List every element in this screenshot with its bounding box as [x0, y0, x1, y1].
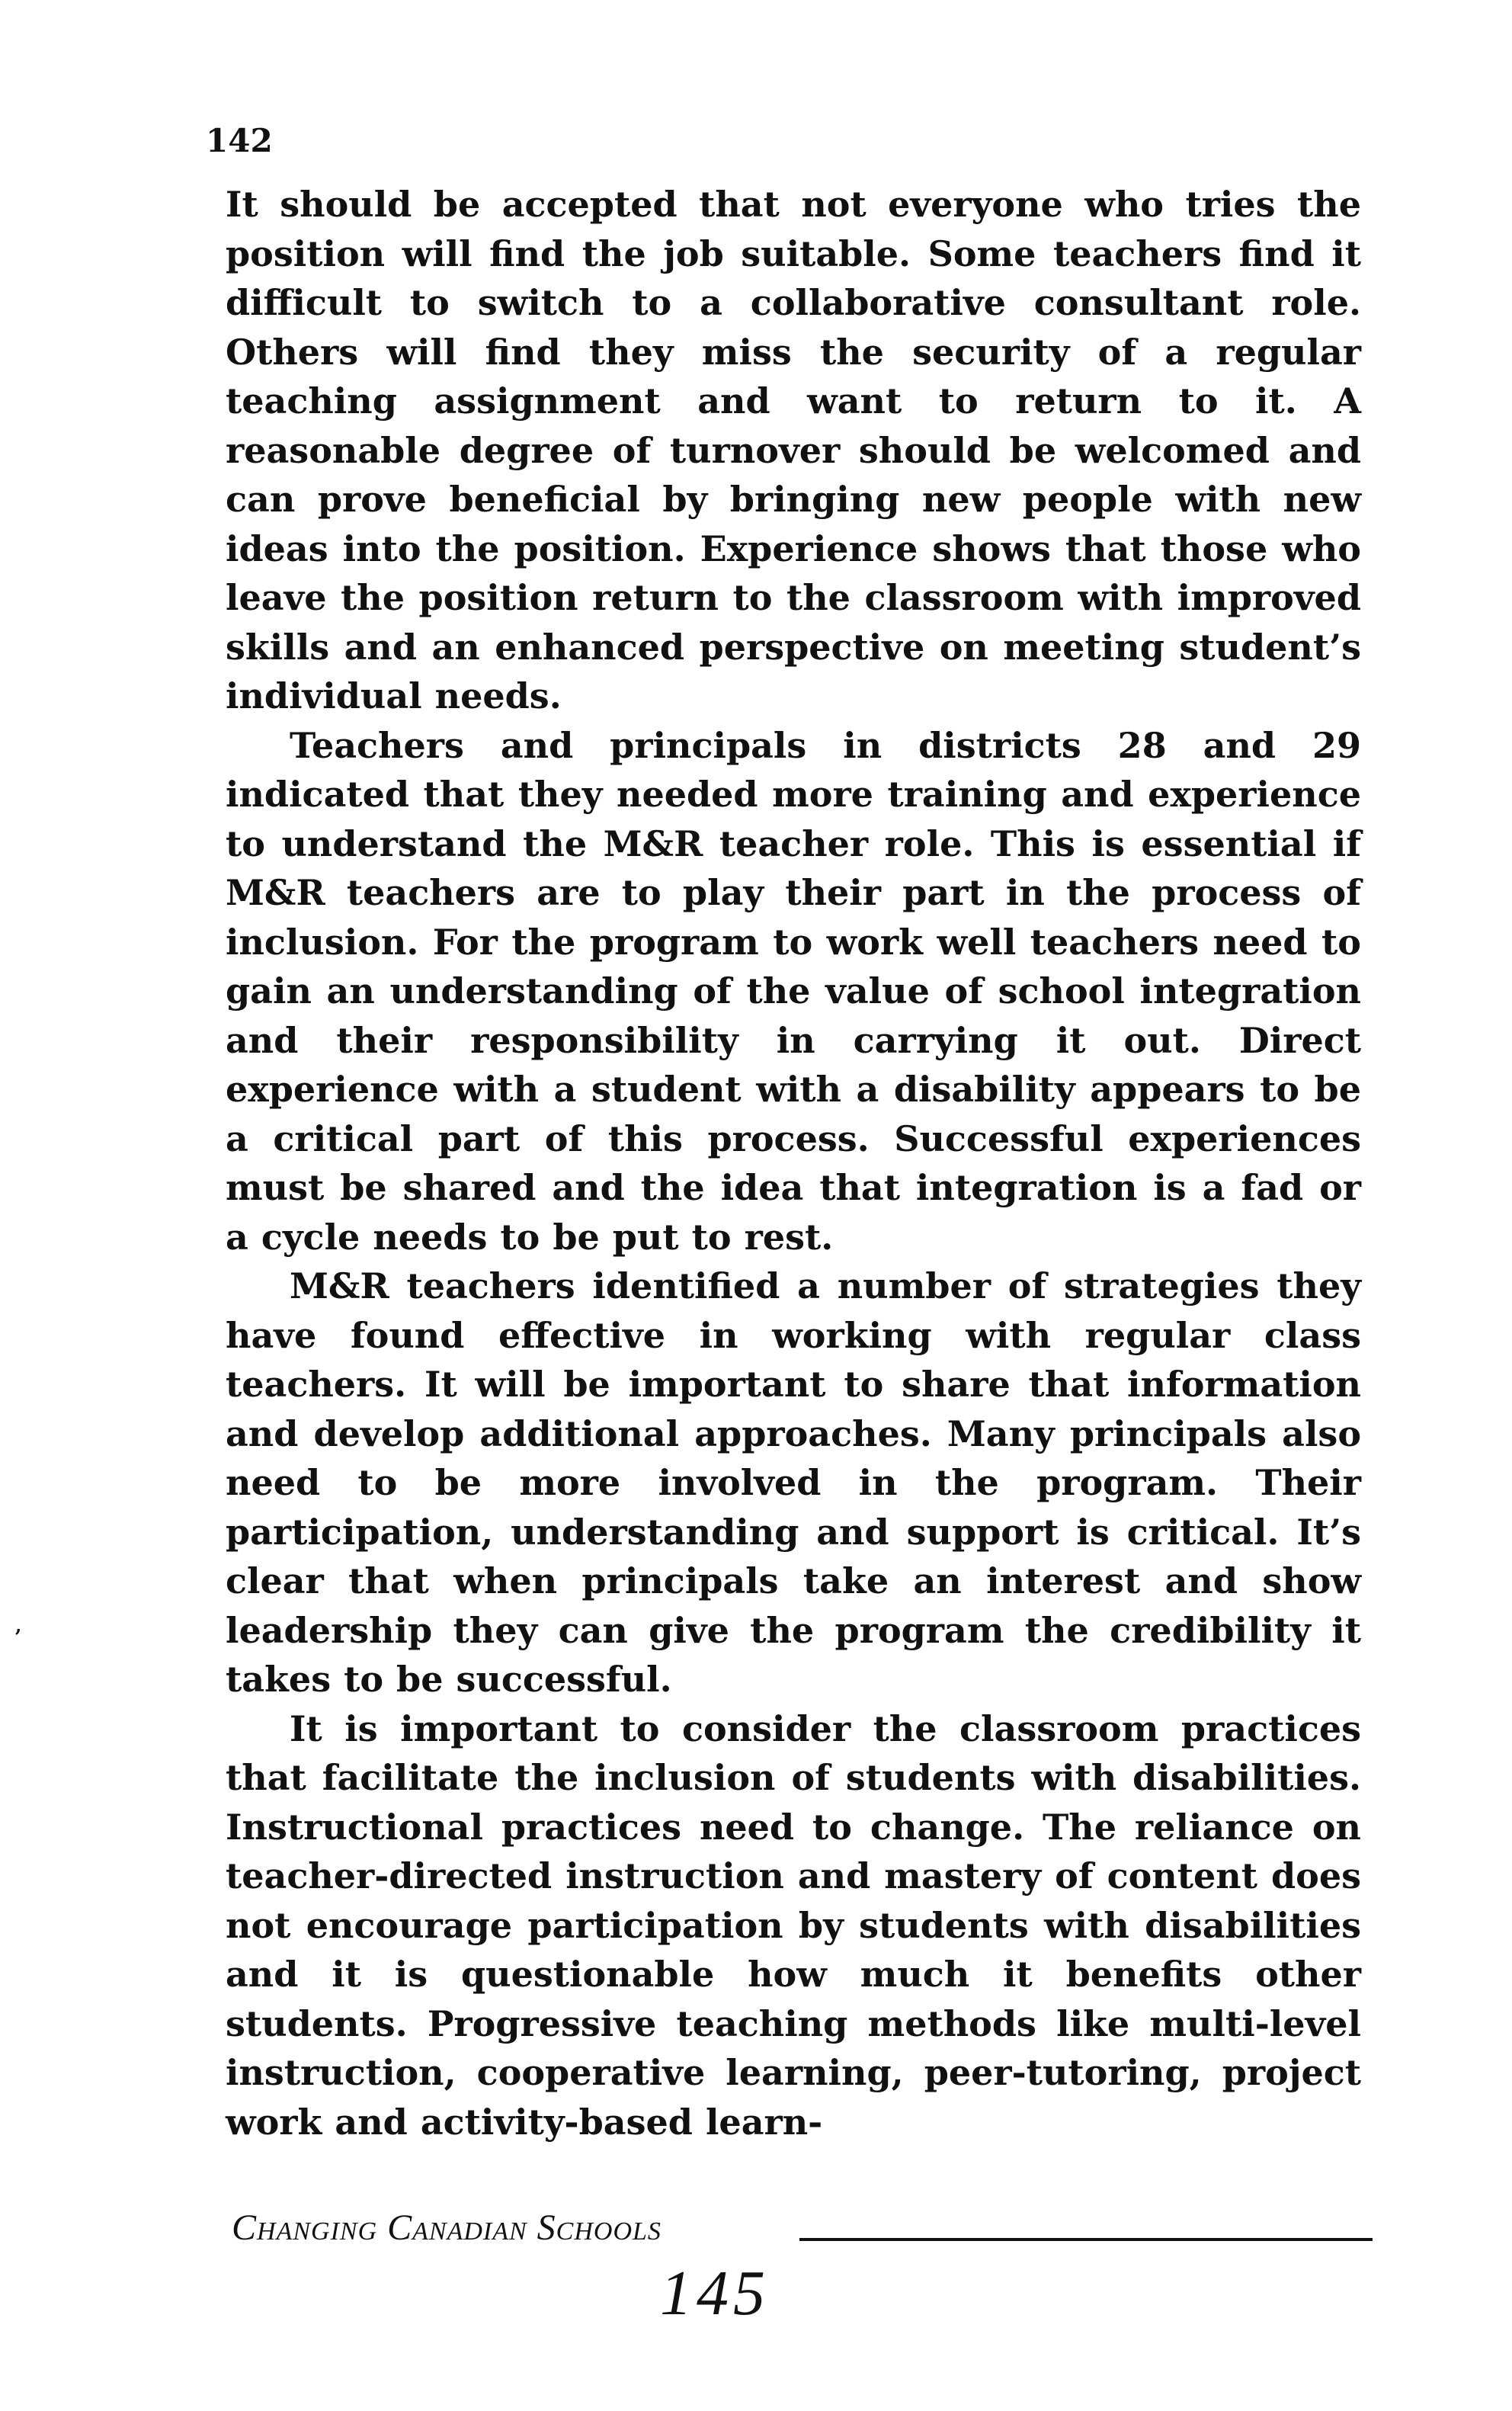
paragraph-4: It is important to consider the classroom practices that facilitate the inclusion of students with disabilities. Instructional practices need to change. The reliance on teacher-directed instruction and mastery of content does not encourage participation by students with disabilities and it is questionable how much it benefits other students. Progressive teaching methods like multi-level instruction, cooperative learning, peer-tutoring, project work and activity-based learn-	[226, 1707, 1361, 2143]
body-text	[226, 180, 1361, 2146]
paragraph-1: It should be accepted that not everyone who tries the position will find the job suitable. Some teachers find it difficult to switch to a collaborative consultant role. Others will find they miss the security of a regular teaching assignment and want to return to it. A reasonable degree of turnover should be welcomed and can prove beneficial by bringing new people with new ideas into the position. Experience shows that those who leave the position return to the classroom with improved skills and an enhanced perspective on meeting student’s individual needs.	[226, 184, 1361, 717]
page-footer	[232, 2207, 1375, 2252]
page-number: 142	[206, 122, 273, 159]
stray-mark: ,	[15, 1614, 22, 1637]
footer-rule	[799, 2238, 1373, 2241]
paragraph-3: M&R teachers identified a number of strategies they have found effective in working with regular class teachers. It will be important to share that information and develop additional approaches. Many principals also need to be more involved in the program. Their participation, understanding and support is critical. It’s clear that when principals take an interest and show leadership they can give the program the credibility it takes to be successful.	[226, 1265, 1361, 1700]
paragraph-2: Teachers and principals in districts 28 and 29 indicated that they needed more training and experience to understand the M&R teacher role. This is essential if M&R teachers are to play their part in the process of inclusion. For the program to work well teachers need to gain an understanding of the value of school integration and their responsibility in carrying it out. Direct experience with a student with a disability appears to be a critical part of this process. Successful experiences must be shared and the idea that integration is a fad or a cycle needs to be put to rest.	[226, 724, 1361, 1258]
running-title: Changing Canadian Schools	[232, 2207, 662, 2248]
stamp-number: 145	[660, 2258, 770, 2329]
